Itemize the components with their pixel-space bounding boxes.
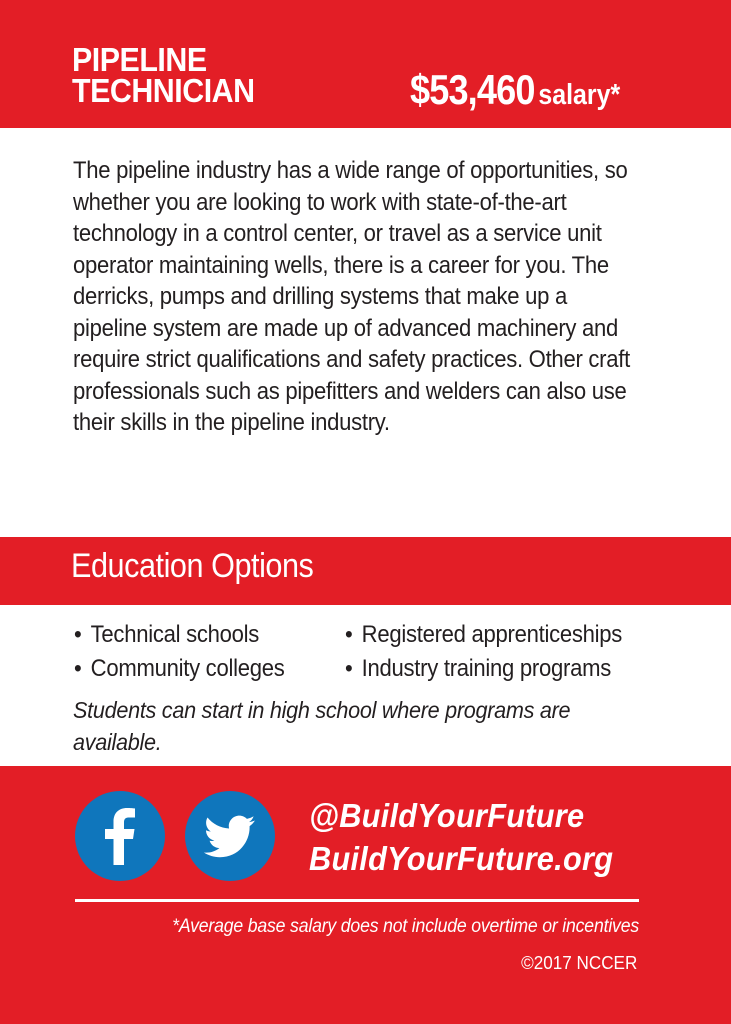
salary-amount: $53,460: [410, 66, 535, 113]
facebook-icon[interactable]: [75, 791, 165, 881]
education-option: • Industry training programs: [345, 652, 622, 686]
website-link[interactable]: BuildYourFuture.org: [309, 840, 614, 877]
copyright: ©2017 NCCER: [520, 953, 637, 973]
job-title-line2: TECHNICIAN: [72, 72, 255, 109]
social-handle[interactable]: @BuildYourFuture: [309, 797, 585, 834]
education-list-right: [345, 618, 622, 686]
education-option: • Community colleges: [74, 652, 284, 686]
education-option: • Registered apprenticeships: [345, 618, 622, 652]
twitter-icon[interactable]: [185, 791, 275, 881]
education-heading: Education Options: [71, 547, 314, 585]
education-list-left: [74, 618, 284, 686]
salary-disclaimer: *Average base salary does not include overtime or incentives: [172, 916, 639, 937]
salary-label: salary*: [538, 79, 621, 111]
education-note: Students can start in high school where programs are available.: [73, 697, 571, 755]
salary: [410, 66, 620, 114]
job-title: [72, 41, 255, 109]
job-title-line1: PIPELINE: [72, 41, 207, 78]
education-option: • Technical schools: [74, 618, 284, 652]
footer-divider: [75, 899, 639, 902]
job-description: The pipeline industry has a wide range of opportunities, so whether you are looking to work with state-of-the-art technology in a control center, or travel as a service unit operator maintaining wells, there is a career for you. The derricks, pumps and drilling systems that make up a pipeline system are made up of advanced machinery and require strict qualifications and safety practices. Other craft professionals such as pipefitters and welders can also use their skills in the pipeline industry.: [73, 157, 630, 436]
